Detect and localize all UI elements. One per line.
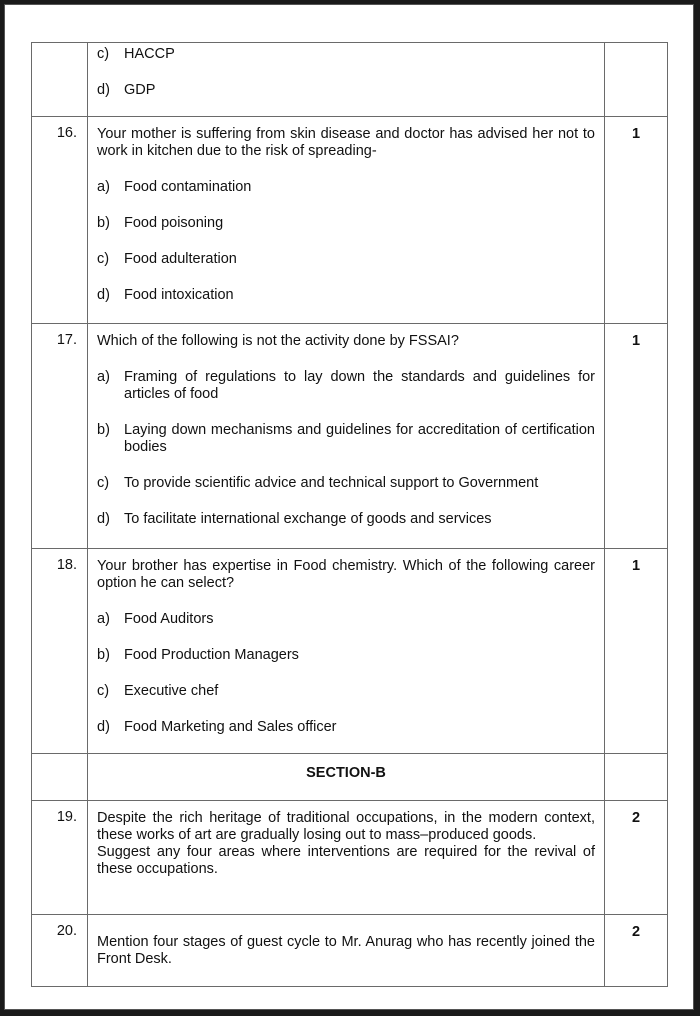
option xyxy=(97,251,595,268)
option-label: b) xyxy=(97,422,110,438)
option-text: To facilitate international exchange of goods and services xyxy=(124,511,492,527)
marks-cell xyxy=(605,754,668,801)
question-text: Despite the rich heritage of traditional occupations, in the modern context, these works of art are gradually losing out to mass–produced goods. xyxy=(97,810,595,843)
option xyxy=(97,82,595,99)
option xyxy=(97,475,595,492)
option xyxy=(97,287,595,304)
question-number: 18. xyxy=(32,549,88,754)
question-number: 16. xyxy=(32,117,88,324)
option-label: d) xyxy=(97,82,110,98)
marks-value: 2 xyxy=(605,915,668,987)
question-number: 20. xyxy=(32,915,88,987)
question-table xyxy=(31,42,668,987)
option xyxy=(97,46,595,63)
option-label: d) xyxy=(97,719,110,735)
option-label: c) xyxy=(97,475,110,491)
marks-value: 1 xyxy=(605,324,668,549)
question-cell xyxy=(88,549,605,754)
table-row xyxy=(32,43,668,117)
option xyxy=(97,369,595,403)
option-label: b) xyxy=(97,647,110,663)
number-cell xyxy=(32,43,88,117)
option-text: Food intoxication xyxy=(124,287,234,303)
table-row xyxy=(32,801,668,915)
marks-value: 1 xyxy=(605,549,668,754)
option xyxy=(97,179,595,196)
question-instruction: Suggest any four areas where interventions are required for the revival of these occupations. xyxy=(97,844,595,877)
option-text: Food Marketing and Sales officer xyxy=(124,719,337,735)
option-label: c) xyxy=(97,46,110,62)
marks-cell xyxy=(605,43,668,117)
question-text: Your mother is suffering from skin disease and doctor has advised her not to work in kitchen due to the risk of spreading- xyxy=(97,126,595,159)
option-text: Food Auditors xyxy=(124,611,214,627)
table-row xyxy=(32,324,668,549)
option-label: c) xyxy=(97,683,110,699)
option xyxy=(97,647,595,664)
question-number: 19. xyxy=(32,801,88,915)
section-row xyxy=(32,754,668,801)
option xyxy=(97,683,595,700)
option-text: Food Production Managers xyxy=(124,647,299,663)
exam-page xyxy=(4,4,694,1010)
option-label: a) xyxy=(97,369,110,385)
option-label: d) xyxy=(97,511,110,527)
option-label: c) xyxy=(97,251,110,267)
question-cell xyxy=(88,915,605,987)
option-text: Executive chef xyxy=(124,683,219,699)
option-text: Food poisoning xyxy=(124,215,224,231)
question-cell xyxy=(88,43,605,117)
option xyxy=(97,719,595,736)
option-label: b) xyxy=(97,215,110,231)
option-label: d) xyxy=(97,287,110,303)
question-number: 17. xyxy=(32,324,88,549)
question-cell xyxy=(88,324,605,549)
table-row xyxy=(32,549,668,754)
option xyxy=(97,422,595,456)
question-text: Mention four stages of guest cycle to Mr. Anurag who has recently joined the Front Desk. xyxy=(97,934,595,967)
option-text: Food contamination xyxy=(124,179,252,195)
option-text: Food adulteration xyxy=(124,251,237,267)
option-text: To provide scientific advice and technical support to Government xyxy=(124,475,539,491)
option-text: Laying down mechanisms and guidelines for accreditation of certification bodies xyxy=(124,422,595,455)
option-text: HACCP xyxy=(124,46,175,62)
option-text: GDP xyxy=(124,82,156,98)
question-cell xyxy=(88,117,605,324)
table-row xyxy=(32,117,668,324)
marks-value: 2 xyxy=(605,801,668,915)
table-row xyxy=(32,915,668,987)
question-text: Which of the following is not the activity done by FSSAI? xyxy=(97,333,459,349)
option xyxy=(97,215,595,232)
section-title: SECTION-B xyxy=(88,754,605,801)
question-cell xyxy=(88,801,605,915)
option-label: a) xyxy=(97,611,110,627)
option xyxy=(97,611,595,628)
marks-value: 1 xyxy=(605,117,668,324)
option-text: Framing of regulations to lay down the standards and guidelines for articles of food xyxy=(124,369,595,402)
question-text: Your brother has expertise in Food chemistry. Which of the following career option he can select? xyxy=(97,558,595,591)
option xyxy=(97,511,595,528)
option-label: a) xyxy=(97,179,110,195)
number-cell xyxy=(32,754,88,801)
